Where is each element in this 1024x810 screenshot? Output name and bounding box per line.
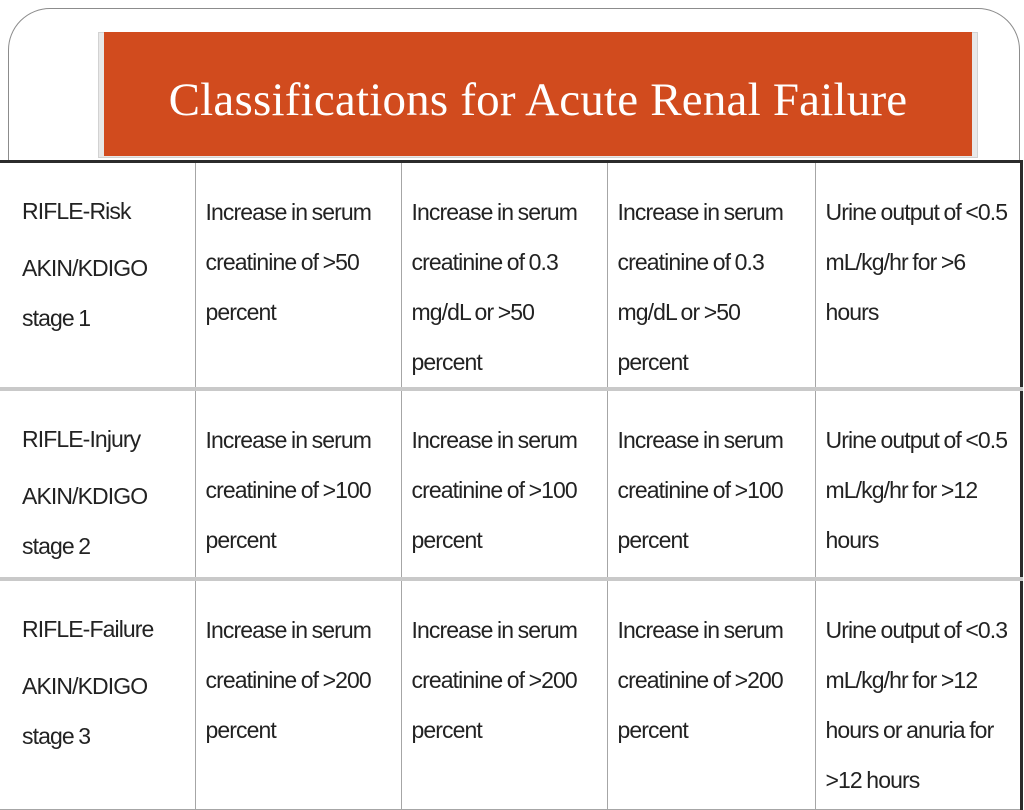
stage-name: RIFLE-Injury: [22, 426, 141, 452]
stage-alt: AKIN/KDIGO stage 1: [22, 255, 148, 331]
stage-cell: [0, 579, 195, 809]
table-row: [0, 162, 1021, 390]
title-bar: [104, 32, 972, 156]
table-row: [0, 389, 1021, 579]
table-cell: Increase in serum creatinine of >100 percent: [401, 389, 607, 579]
table-cell: Increase in serum creatinine of >100 percent: [607, 389, 815, 579]
table-cell: Urine output of <0.5 mL/kg/hr for >6 hours: [815, 162, 1021, 390]
table-cell: Urine output of <0.3 mL/kg/hr for >12 hours or anuria for >12 hours: [815, 579, 1021, 809]
table-row: [0, 579, 1021, 809]
table-cell: Increase in serum creatinine of >200 percent: [195, 579, 401, 809]
table-cell: Increase in serum creatinine of >200 percent: [607, 579, 815, 809]
classification-table: [0, 160, 1023, 810]
table-cell: Increase in serum creatinine of >50 percent: [195, 162, 401, 390]
table-cell: Increase in serum creatinine of >100 percent: [195, 389, 401, 579]
stage-cell: [0, 162, 195, 390]
table-cell: Increase in serum creatinine of >200 percent: [401, 579, 607, 809]
slide-title: Classifications for Acute Renal Failure: [168, 74, 908, 126]
stage-alt: AKIN/KDIGO stage 2: [22, 483, 148, 559]
stage-cell: [0, 389, 195, 579]
table-cell: Increase in serum creatinine of 0.3 mg/dL or >50 percent: [401, 162, 607, 390]
stage-name: RIFLE-Risk: [22, 198, 131, 224]
stage-alt: AKIN/KDIGO stage 3: [22, 673, 148, 749]
table-cell: Increase in serum creatinine of 0.3 mg/dL or >50 percent: [607, 162, 815, 390]
table-cell: Urine output of <0.5 mL/kg/hr for >12 hours: [815, 389, 1021, 579]
stage-name: RIFLE-Failure: [22, 616, 154, 642]
